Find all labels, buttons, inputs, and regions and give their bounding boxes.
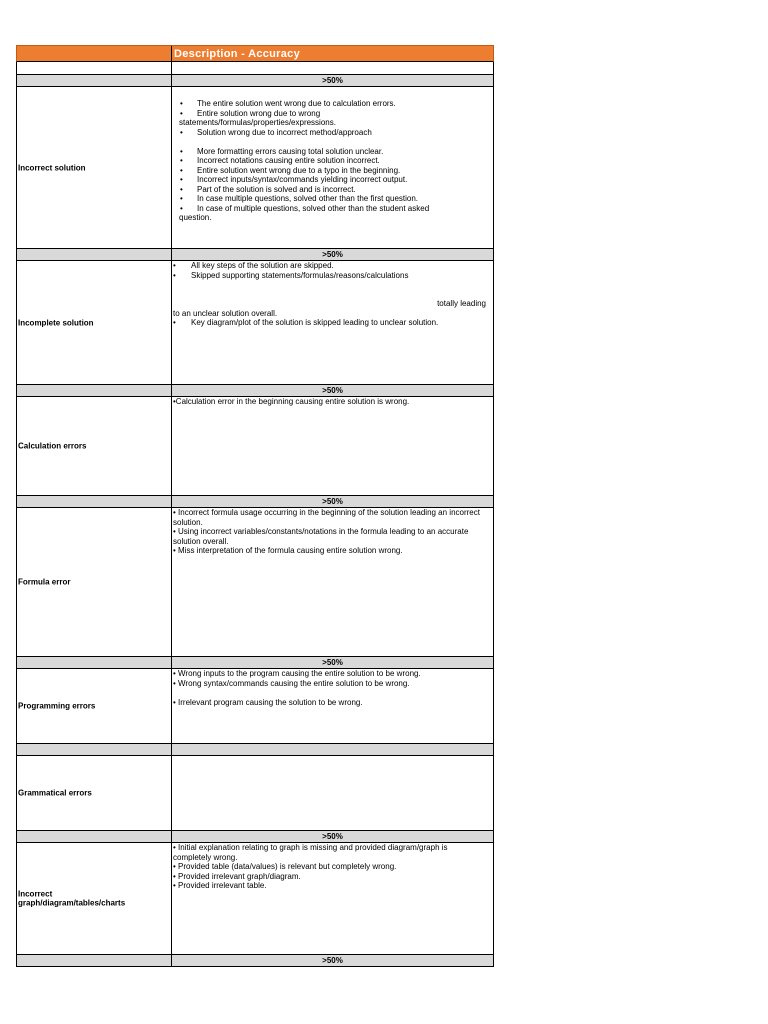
continuation-text: statements/formulas/properties/expressions. [179,118,336,127]
continuation-text: to an unclear solution overall. [173,308,278,318]
bullet-item: • Part of the solution is solved and is incorrect. [172,185,493,195]
criteria-line: • Incorrect formula usage occurring in the beginning of the solution leading an incorrect solution. [173,508,480,527]
row-grammatical-errors [16,756,494,831]
category-label: Formula error [18,577,71,587]
criteria-cell [172,87,493,248]
threshold-row [16,249,494,261]
threshold-row [16,385,494,397]
bullet-item: • Key diagram/plot of the solution is skipped leading to unclear solution. [172,318,493,328]
category-label: Incomplete solution [18,317,94,327]
category-label: Calculation errors [18,441,87,451]
bullet-item: • Entire solution wrong due to wrong [172,109,493,119]
threshold-label: >50% [322,832,343,841]
criteria-cell [172,261,493,384]
bullet-list [172,147,493,214]
category-label: Programming errors [18,701,96,711]
threshold-row [16,831,494,843]
category-label: Grammatical errors [18,788,92,798]
criteria-line [172,688,493,698]
row-incorrect-graph [16,843,494,955]
threshold-label: >50% [322,250,343,259]
row-formula-error [16,508,494,657]
criteria-line: • Provided table (data/values) is relevant but completely wrong. [173,862,397,871]
bullet-item: • In case multiple questions, solved other than the first question. [172,194,493,204]
bullet-item: • Incorrect inputs/syntax/commands yielding incorrect output. [172,175,493,185]
blank-row [16,62,494,75]
bullet-item: • All key steps of the solution are skipped. [172,261,493,271]
category-label: Incorrect solution [18,162,86,172]
row-incomplete-solution [16,261,494,385]
row-calculation-errors [16,397,494,496]
criteria-cell [172,843,493,954]
criteria-cell [172,669,493,743]
criteria-line: • Provided irrelevant graph/diagram. [173,871,301,881]
criteria-line: • Wrong inputs to the program causing the entire solution to be wrong. [173,669,421,678]
threshold-row [16,657,494,669]
threshold-row [16,496,494,508]
threshold-label: >50% [322,497,343,506]
accuracy-rubric-table [16,45,494,967]
header-empty-cell [17,46,172,61]
continuation-text: totally leading [437,299,486,308]
criteria-line: • Using incorrect variables/constants/notations in the formula leading to an accurate solution overall. [173,527,469,546]
header-title: Description - Accuracy [174,48,301,60]
threshold-row [16,75,494,87]
bullet-item: • Entire solution went wrong due to a typo in the beginning. [172,166,493,176]
threshold-label: >50% [322,386,343,395]
criteria-line: • Irrelevant program causing the solution to be wrong. [173,697,363,707]
bullet-item: • The entire solution went wrong due to calculation errors. [172,99,493,109]
criteria-line: • Miss interpretation of the formula causing entire solution wrong. [173,546,403,555]
criteria-line: •Calculation error in the beginning causing entire solution is wrong. [173,397,410,406]
header-row [16,45,494,62]
bullet-item: • In case of multiple questions, solved other than the student asked [172,204,493,214]
bullet-item: • Skipped supporting statements/formulas/reasons/calculations [172,271,493,281]
bullet-item: • Incorrect notations causing entire solution incorrect. [172,156,493,166]
bullet-item: • Solution wrong due to incorrect method/approach [172,128,493,138]
row-programming-errors [16,669,494,744]
threshold-row-empty [16,744,494,756]
category-label: Incorrect graph/diagram/tables/charts [18,889,126,908]
bullet-item: • More formatting errors causing total solution unclear. [172,147,493,157]
row-incorrect-solution [16,87,494,249]
threshold-row [16,955,494,967]
criteria-cell [172,508,493,656]
criteria-line: • Provided irrelevant table. [173,881,267,890]
threshold-label: >50% [322,956,343,965]
bullet-list [172,99,493,118]
continuation-text: question. [179,213,212,222]
criteria-cell [172,397,493,495]
threshold-label: >50% [322,658,343,667]
bullet-list [172,261,493,280]
threshold-label: >50% [322,76,343,85]
criteria-cell [172,756,493,830]
criteria-line: • Initial explanation relating to graph is missing and provided diagram/graph is completely wrong. [173,843,448,862]
criteria-line: • Wrong syntax/commands causing the entire solution to be wrong. [173,678,410,688]
